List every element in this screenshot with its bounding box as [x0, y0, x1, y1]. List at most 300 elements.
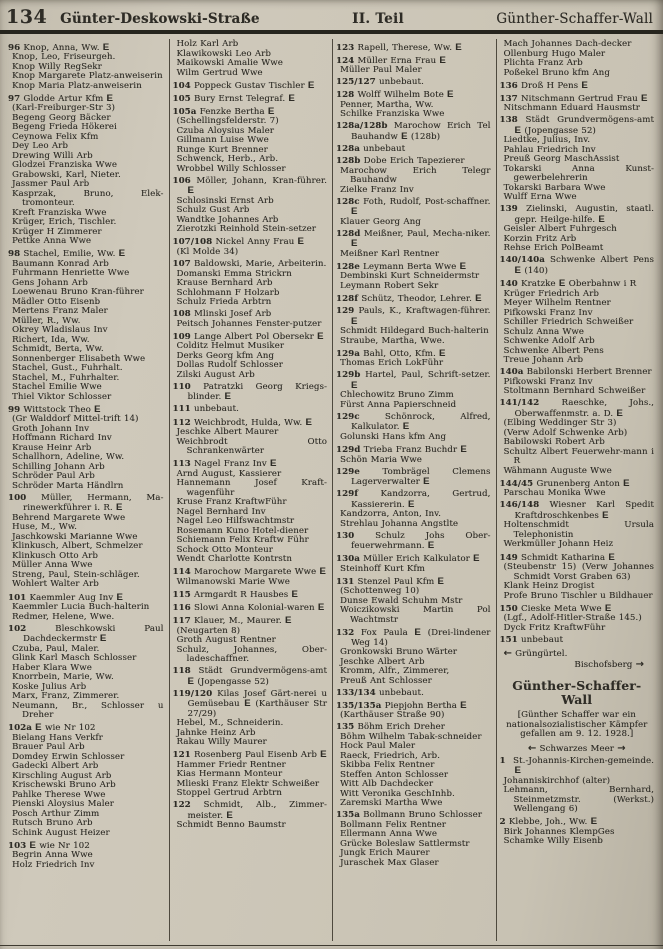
resident-entry: Gadecki Albert Arb: [12, 761, 99, 772]
house-number: 107/108: [172, 237, 213, 248]
house-entry: 144/45 Grunenberg Anton E: [499, 477, 630, 489]
resident-entry: Jassmer Paul Arb: [12, 179, 90, 190]
resident-entry: Skibba Felix Rentner: [340, 760, 435, 771]
resident-entry: Kasprzak, Bruno, Elek-tromonteur.: [12, 188, 164, 209]
resident-entry: Golunski Hans kfm Ang: [340, 431, 447, 442]
resident-entry: Czuba Aloysius Maler: [176, 125, 274, 136]
resident-entry: Zielke Franz Inv: [340, 184, 414, 195]
house-number: 109: [172, 331, 191, 342]
resident-entry: Schröder Paul Arb: [12, 471, 95, 482]
house-number: 135: [336, 722, 355, 733]
owner-mark: E: [115, 502, 123, 514]
resident-entry: Knop Margarete Platz-anweiserin: [12, 71, 163, 82]
house-number: 1: [499, 755, 506, 766]
resident-entry: Schiemann Felix Kraftw Führ: [176, 535, 309, 546]
resident-entry: Dyck Fritz KraftwFühr: [503, 622, 606, 633]
house-number: 130: [336, 530, 355, 541]
resident-entry: Treue Johann Arb: [503, 355, 584, 366]
house-entry: 113 Nagel Franz Inv E: [172, 458, 277, 470]
house-entry: 128a unbebaut: [336, 144, 406, 155]
resident-entry: Rakau Willy Maurer: [176, 737, 267, 748]
resident-entry: Schiller Friedrich Schweißer: [503, 317, 634, 328]
house-entry: 128f Schütz, Theodor, Lehrer. E: [336, 293, 482, 305]
house-number: 129c: [336, 411, 360, 422]
resident-entry: Tokarski Anna Kunst-gewerbelehrerin: [503, 163, 654, 184]
owner-mark: E: [99, 633, 107, 645]
house-entry: 146/148 Wiesner Karl Spedit Kraftdroschkenbes E: [499, 500, 654, 521]
house-entry: 96 Knop, Anna, Ww. E: [8, 41, 110, 53]
house-number: 128a: [336, 144, 360, 155]
resident-entry: Schallhorn, Adeline, Ww.: [12, 452, 125, 463]
resident-entry: Pienski Aloysius Maler: [12, 799, 114, 810]
house-entry: 107 Baldowski, Marie, Arbeiterin.: [172, 259, 327, 270]
resident-entry: Domdey Erwin Schlosser: [12, 751, 125, 762]
resident-entry: Ceynowa Felix Kfm: [12, 131, 99, 142]
resident-entry: Zierotzki Reinhold Stein-setzer: [176, 224, 316, 235]
house-entry: 136 Droß H Pens E: [499, 79, 589, 91]
street-ref-center: ← Schwarzes Meer →: [527, 742, 626, 754]
house-number: 149: [499, 552, 518, 563]
resident-entry: Profe Bruno Tischler u Bildhauer: [503, 590, 653, 601]
resident-entry: Richert, Ida, Ww.: [12, 334, 90, 345]
owner-mark: E: [581, 79, 589, 91]
house-number: 114: [172, 567, 191, 578]
resident-entry: Krüger H Zimmerer: [12, 226, 102, 237]
house-number: 107: [172, 259, 191, 270]
house-number: 106: [172, 175, 191, 186]
resident-entry: Lehmann, Bernhard, Steinmetzmstr. (Werkst.) Wellengang 6): [503, 785, 654, 815]
house-entry: 129c Schönrock, Alfred, Kalkulator. E: [336, 411, 491, 433]
resident-entry: Tokarski Barbara Wwe: [503, 182, 606, 193]
resident-entry: Dey Leo Arb: [12, 141, 68, 152]
resident-entry: Jahnke Heinz Arb: [176, 727, 256, 738]
house-number: 140: [499, 279, 518, 290]
house-number: 123: [336, 42, 355, 53]
house-entry: 129d Trieba Franz Buchdr E: [336, 444, 467, 455]
house-entry: 140/140a Schwenke Albert Pens E (140): [499, 255, 654, 276]
directory-columns: [0, 34, 663, 941]
resident-entry: Kruse Franz KraftwFühr: [176, 497, 287, 508]
resident-entry: Gillmann Luise Wwe: [176, 135, 269, 146]
resident-entry: Meyer Wilhelm Rentner: [503, 298, 611, 309]
resident-entry: Sonnenberger Elisabeth Wwe: [12, 353, 146, 364]
resident-entry: Runge Kurt Brenner: [176, 144, 268, 155]
house-entry: 138 Städt Grundvermögens-amt E (Jopengasse 52): [499, 115, 655, 136]
resident-entry: Hammer Friedr Rentner: [176, 759, 286, 770]
resident-entry: Behrend Margarete Wwe: [12, 512, 126, 523]
resident-entry: Leymann Robert Sekr: [340, 280, 439, 291]
house-entry: 125/127 unbebaut.: [336, 77, 424, 88]
house-number: 129d: [336, 445, 361, 455]
owner-mark: E: [116, 591, 124, 603]
house-number: 141/142: [499, 398, 540, 409]
house-number: 128f: [336, 294, 359, 305]
resident-entry: Witt Veronika GeschInhb.: [340, 788, 455, 799]
house-entry: 97 Glodde Artur Kfm E: [8, 92, 114, 104]
house-entry: 2 Klebbe, Joh., Ww. E: [499, 816, 598, 828]
house-entry: 128c Foth, Rudolf, Post-schaffner. E: [336, 196, 491, 218]
resident-entry: Babilowski Robert Arb: [503, 437, 605, 448]
house-entry: 122 Schmidt, Alb., Zimmer-meister. E: [172, 800, 327, 821]
owner-mark: E: [317, 601, 325, 613]
resident-entry: Wrobbel Willy Schlosser: [176, 163, 286, 174]
resident-entry: Wähmann Auguste Wwe: [503, 465, 612, 476]
resident-entry: Holz Karl Arb: [176, 39, 239, 49]
resident-entry: Stoppel Gertrud Arbtrn: [176, 788, 282, 799]
resident-entry: Pifkowski Franz Inv: [503, 376, 593, 387]
resident-entry: Marx, Franz, Zimmerer.: [12, 691, 120, 702]
resident-entry: Jeschke Albert Arb: [340, 656, 425, 667]
owner-mark: E: [317, 330, 324, 342]
resident-entry: Klank Heinz Drogist: [503, 581, 595, 592]
resident-entry: Rutsch Bruno Arb: [12, 818, 93, 829]
resident-entry: Parschau Monika Wwe: [503, 488, 606, 499]
resident-entry: Hock Paul Maler: [340, 741, 416, 752]
house-entry: 128 Wolff Wilhelm Bote E: [336, 89, 454, 101]
resident-entry: Krischewski Bruno Arb: [12, 780, 116, 791]
house-number: 129f: [336, 489, 359, 500]
header-street-left: Günter-Deskowski-Straße: [60, 11, 260, 27]
resident-entry: Knop Willy RegSekr: [12, 61, 102, 72]
resident-entry: (Lgf., Adolf-Hitler-Straße 145.): [503, 613, 642, 624]
resident-entry: Marochow Erich Telegr Bauhandw: [340, 165, 491, 186]
resident-entry: Krause Heinr Arb: [12, 442, 92, 453]
resident-entry: Schock Otto Monteur: [176, 544, 273, 555]
house-number: 110: [172, 381, 191, 392]
resident-entry: Stachel, M., Fuhrhalter.: [12, 372, 120, 383]
street-ref-left: ← Grüngürtel.: [503, 648, 568, 660]
resident-entry: (Gr Walddorf Mittel-trift 14): [12, 414, 139, 425]
resident-entry: Hannemann Josef Kraft-wagenführ: [176, 478, 327, 498]
resident-entry: (Schottenweg 10): [340, 586, 420, 597]
resident-entry: Weichbrodt Otto Schrankenwärter: [176, 436, 327, 457]
house-entry: 129e Tombrägel Clemens Lagerverwalter E: [336, 466, 491, 488]
resident-entry: Schultz Albert Feuerwehr-mann i R: [503, 446, 654, 467]
header-part-label: II. Teil: [352, 11, 404, 27]
resident-entry: Werkmüller Johann Heiz: [503, 539, 614, 550]
house-entry: 140 Kratzke E Oberbahnw i R: [499, 278, 637, 290]
resident-entry: Rehse Erich PolBeamt: [503, 243, 604, 254]
resident-entry: Krause Bernhard Arb: [176, 278, 273, 289]
resident-entry: Preuß Ant Schlosser: [340, 675, 432, 686]
resident-entry: Penner, Martha, Ww.: [340, 99, 434, 110]
resident-entry: (Verw Adolf Schwenke Arb): [503, 427, 628, 438]
section-heading: Günther-Schaffer-Wall: [512, 678, 642, 708]
resident-entry: Klinkusch, Albert, Schmelzer: [12, 541, 143, 552]
house-number: 2: [499, 817, 506, 828]
owner-mark: E: [401, 130, 408, 142]
resident-entry: Domanski Emma Strickrn: [176, 268, 292, 279]
resident-entry: Schilling Johann Arb: [12, 461, 105, 472]
house-entry: 139 Zielinski, Augustin, staatl. gepr. Heilge-hilfe. E: [499, 204, 654, 225]
house-entry: 107/108 Nickel Anny Frau E: [172, 236, 305, 248]
resident-entry: Bielang Hans Verkfr: [12, 732, 103, 743]
house-number: 133/134: [336, 687, 376, 698]
house-number: 136: [499, 80, 518, 91]
house-entry: 128e Leymann Berta Wwe E: [336, 260, 467, 272]
resident-entry: (Elbing Weddinger Str 3): [503, 418, 617, 429]
resident-entry: Chlechowitz Bruno Zimm: [340, 390, 454, 401]
resident-entry: Schmidt, Berta, Ww.: [12, 344, 104, 355]
resident-entry: Kreft Franziska Wwe: [12, 207, 107, 218]
resident-entry: Pifkowski Franz Inv: [503, 307, 593, 318]
resident-entry: Strehlau Johanna Angstlte: [340, 518, 459, 529]
house-entry: 130a Müller Erich Kalkulator E: [336, 553, 480, 565]
resident-entry: (Neugarten 8): [176, 625, 241, 636]
house-number: 117: [172, 616, 191, 626]
resident-entry: Derks Georg kfm Ang: [176, 350, 275, 361]
resident-entry: Groth Johann Inv: [12, 423, 90, 434]
owner-mark: E: [460, 444, 467, 455]
house-entry: 121 Rosenberg Paul Eisenb Arb E: [172, 749, 327, 761]
house-entry: 114 Marochow Margarete Wwe E: [172, 566, 327, 578]
resident-entry: Witt Alb Dachdecker: [340, 779, 434, 790]
resident-entry: Pahlau Friedrich Inv: [503, 144, 596, 155]
resident-entry: Stoltmann Bernhard Schweißer: [503, 386, 646, 397]
house-entry: 149 Schmidt Katharina E: [499, 551, 615, 563]
resident-entry: Schmidt Hildegard Buch-halterin: [340, 326, 489, 337]
resident-entry: Rosemann Kuno Hotel-diener: [176, 525, 309, 536]
house-number: 116: [172, 602, 191, 613]
owner-mark: E: [320, 749, 327, 761]
resident-entry: Begrin Anna Wwe: [12, 850, 93, 861]
resident-entry: Stachel, Gust., Fuhrhalt.: [12, 363, 123, 374]
house-number: 99: [8, 404, 21, 415]
owner-mark: E: [29, 839, 37, 851]
resident-entry: Kias Hermann Monteur: [176, 769, 283, 780]
owner-mark: E: [475, 293, 482, 305]
house-entry: 111 unbebaut.: [172, 404, 239, 415]
house-number: 111: [172, 404, 191, 415]
owner-mark: E: [307, 79, 315, 91]
resident-entry: Schamke Willy Eisenb: [503, 836, 603, 847]
house-entry: 130 Schulz Johs Ober-feuerwehrmann. E: [336, 530, 491, 552]
resident-entry: Kromm, Alfr., Zimmerer,: [340, 666, 450, 677]
house-number: 121: [172, 750, 191, 761]
house-entry: 98 Stachel, Emilie, Ww. E: [8, 248, 126, 260]
house-number: 129b: [336, 370, 361, 381]
house-number: 131: [336, 576, 355, 587]
owner-mark: E: [414, 627, 422, 639]
house-number: 128a/128b: [336, 121, 388, 132]
resident-entry: Wandtke Johannes Arb: [176, 214, 279, 225]
house-entry: 1 St.-Johannis-Kirchen-gemeinde. E: [499, 755, 654, 777]
house-number: 140/140a: [499, 255, 545, 266]
owner-mark: E: [102, 41, 110, 53]
resident-entry: Knop Maria Platz-anweiserin: [12, 80, 142, 91]
resident-entry: Ollenburg Hugo Maler: [503, 48, 606, 59]
house-number: 138: [499, 115, 518, 126]
resident-entry: Schön Maria Wwe: [340, 454, 422, 465]
left-arrow-icon: ←: [503, 648, 512, 660]
resident-entry: Fürst Anna Papierschneid: [340, 399, 457, 410]
house-entry: 99 Wittstock Theo E: [8, 403, 101, 415]
resident-entry: Maikowski Amalie Wwe: [176, 58, 283, 68]
resident-entry: Dollas Rudolf Schlosser: [176, 360, 283, 371]
column-3: [332, 39, 496, 941]
resident-entry: Preuß Georg MaschAssist: [503, 154, 620, 165]
resident-entry: Arnd August, Kassierer: [176, 468, 282, 479]
resident-entry: Wendt Charlotte Kontrstn: [176, 554, 292, 565]
resident-entry: Nagel Bernhard Inv: [176, 506, 266, 517]
resident-entry: Colditz Helmut Musiker: [176, 341, 285, 352]
house-number: 135a: [336, 810, 360, 821]
owner-mark: E: [35, 722, 42, 734]
resident-entry: Nitschmann Eduard Hausmstr: [503, 103, 640, 114]
resident-entry: Böhm Wilhelm Tabak-schneider: [340, 731, 482, 742]
house-entry: 123 Rapell, Therese, Ww. E: [336, 41, 462, 53]
house-entry: 129f Kandzorra, Gertrud, Kassiererin. E: [336, 489, 491, 510]
resident-entry: Schilke Franziska Wwe: [340, 109, 445, 120]
house-entry: 129a Bahl, Otto, Kfm. E: [336, 347, 446, 359]
house-entry: 109 Lange Albert Pol Obersekr E: [172, 330, 324, 342]
owner-mark: E: [226, 809, 233, 821]
house-entry: 102 Bleschkowski Paul Dachdeckermstr E: [8, 623, 164, 645]
resident-entry: Dembinski Kurt Schneidermstr: [340, 271, 480, 282]
resident-entry: Koske Julius Arb: [12, 681, 87, 692]
resident-entry: Straube, Martha, Wwe.: [340, 335, 445, 346]
resident-entry: Schwenke Albert Pens: [503, 345, 604, 356]
owner-mark: E: [616, 407, 623, 419]
resident-entry: Gronkowski Bruno Wärter: [340, 647, 457, 658]
house-number: 146/148: [499, 500, 540, 511]
resident-entry: Kaemmler Lucia Buch-halterin: [12, 602, 150, 613]
house-number: 128: [336, 90, 355, 101]
resident-entry: Schulz Frieda Arbtrn: [176, 297, 272, 308]
resident-entry: Müller, R., Ww.: [12, 315, 81, 326]
resident-entry: Gens Johann Arb: [12, 277, 88, 288]
resident-entry: Thiel Viktor Schlosser: [12, 391, 112, 402]
house-entry: 101 Kaemmler Aug Inv E: [8, 591, 124, 603]
resident-entry: Krüger, Erich, Tischler.: [12, 217, 117, 228]
house-number: 124: [336, 55, 355, 66]
owner-mark: E: [319, 566, 327, 578]
resident-entry: Kandzorra, Anton, Inv.: [340, 509, 441, 520]
resident-entry: Grabowski, Karl, Nieter.: [12, 169, 121, 180]
owner-mark: E: [514, 124, 522, 136]
resident-entry: Holtenschmidt Ursula Telephonistin: [503, 520, 654, 540]
resident-entry: Peitsch Johannes Fenster-putzer: [176, 318, 322, 329]
house-number: 113: [172, 459, 191, 470]
house-entry: 117 Klauer, M., Maurer. E: [172, 615, 292, 626]
house-number: 97: [8, 93, 21, 104]
resident-entry: Schlosinski Ernst Arb: [176, 195, 274, 206]
owner-mark: E: [285, 615, 292, 626]
resident-entry: Krüger Friedrich Arb: [503, 288, 599, 299]
house-entry: 140a Babilonski Herbert Brenner: [499, 367, 652, 378]
resident-entry: Raeck, Friedrich, Arb.: [340, 750, 440, 761]
resident-entry: Streng, Paul, Stein-schläger.: [12, 569, 140, 580]
resident-entry: Wulff Erna Wwe: [503, 192, 577, 203]
house-entry: 104 Poppeck Gustav Tischler E: [172, 79, 315, 91]
house-number: 132: [336, 628, 355, 639]
resident-entry: (Kl Molde 34): [176, 246, 239, 257]
owner-mark: E: [118, 248, 126, 260]
resident-entry: Begeng Frieda Hökerei: [12, 122, 117, 133]
owner-mark: E: [439, 347, 446, 359]
owner-mark: E: [267, 105, 275, 117]
house-entry: 119/120 Kilas Josef Gärt-nerei u Gemüsebau E (Karthäuser Str 27/29): [172, 688, 328, 719]
resident-entry: (Schellingsfelderstr. 7): [176, 116, 279, 127]
resident-entry: Wilm Gertrud Wwe: [176, 67, 263, 78]
owner-mark: E: [437, 575, 445, 587]
house-number: 118: [172, 666, 191, 677]
house-entry: 100 Müller, Hermann, Ma-rinewerkführer i. R. E: [8, 492, 164, 514]
house-number: 119/120: [172, 688, 213, 699]
resident-entry: Zaremski Martha Wwe: [340, 798, 443, 809]
house-number: 96: [8, 42, 21, 53]
house-entry: 131 Stenzel Paul Kfm E: [336, 575, 445, 587]
right-arrow-icon: →: [635, 658, 644, 670]
owner-mark: E: [427, 540, 435, 552]
resident-entry: Glodzei Franziska Wwe: [12, 160, 118, 171]
house-entry: 108 Mlinski Josef Arb: [172, 309, 272, 320]
resident-entry: Ellermann Anna Wwe: [340, 829, 438, 840]
resident-entry: Bollmann Felix Rentner: [340, 819, 446, 830]
resident-entry: (Steubenstr 15) (Verw Johannes Schmidt Vorst Graben 63): [503, 562, 654, 582]
resident-entry: Zilski August Arb: [176, 369, 255, 380]
owner-mark: E: [473, 553, 480, 565]
house-entry: 135a Bollmann Bruno Schlosser: [336, 810, 482, 821]
header-street-right: Günther-Schaffer-Wall: [496, 11, 653, 27]
house-number: 137: [499, 93, 518, 104]
resident-entry: Stachel Emilie Wwe: [12, 382, 102, 393]
house-number: 128e: [336, 261, 360, 272]
resident-entry: Brauer Paul Arb: [12, 742, 85, 753]
house-number: 108: [172, 309, 191, 320]
house-entry: 135 Böhm Erich Dreher: [336, 722, 445, 733]
resident-entry: Jungk Erich Maurer: [340, 848, 430, 859]
resident-entry: Schröder Marta Händlrn: [12, 480, 124, 491]
resident-entry: Glink Karl Masch Schlosser: [12, 653, 137, 664]
house-entry: 135/135a Piepjohn Bertha E: [336, 699, 467, 711]
house-number: 98: [8, 249, 21, 260]
house-number: 129: [336, 306, 355, 317]
house-number: 128d: [336, 228, 361, 239]
owner-mark: E: [288, 92, 296, 104]
house-entry: 105a Fenzke Bertha E: [172, 105, 275, 117]
resident-entry: Schulz Anna Wwe: [503, 326, 584, 337]
house-number: 101: [8, 592, 27, 603]
house-number: 112: [172, 417, 191, 428]
house-number: 129e: [336, 466, 360, 477]
resident-entry: Pettke Anna Wwe: [12, 236, 92, 247]
resident-entry: Steffen Anton Schlosser: [340, 769, 449, 780]
house-entry: 129b Hartel, Paul, Schrift-setzer. E: [336, 370, 491, 391]
owner-mark: E: [447, 89, 454, 101]
house-entry: 141/142 Raeschke, Johs., Oberwaffenmstr. a. D. E: [499, 398, 654, 419]
resident-entry: Johanniskirchhof (alter): [503, 775, 611, 786]
owner-mark: E: [297, 236, 305, 248]
house-number: 104: [172, 80, 191, 91]
resident-entry: Schulz Gust Arb: [176, 205, 250, 216]
owner-mark: E: [351, 206, 358, 218]
resident-entry: Klauer Georg Ang: [340, 216, 421, 227]
house-number: 128b: [336, 156, 361, 167]
owner-mark: E: [423, 476, 430, 488]
left-arrow-icon: ←: [527, 742, 537, 754]
resident-entry: (Karthäuser Straße 90): [340, 710, 445, 721]
owner-mark: E: [602, 509, 609, 521]
resident-entry: Schmidt Benno Baumstr: [176, 820, 286, 831]
house-entry: 106 Möller, Johann, Kran-führer. E: [172, 175, 327, 197]
resident-entry: (Karl-Freiburger-Str 3): [12, 103, 116, 114]
house-number: 128c: [336, 196, 360, 207]
resident-entry: Holz Friedrich Inv: [12, 859, 95, 870]
resident-entry: Knop, Leo, Friseurgeh.: [12, 52, 116, 63]
resident-entry: Okrey Wladislaus Inv: [12, 325, 108, 336]
house-number: 144/45: [499, 478, 534, 489]
